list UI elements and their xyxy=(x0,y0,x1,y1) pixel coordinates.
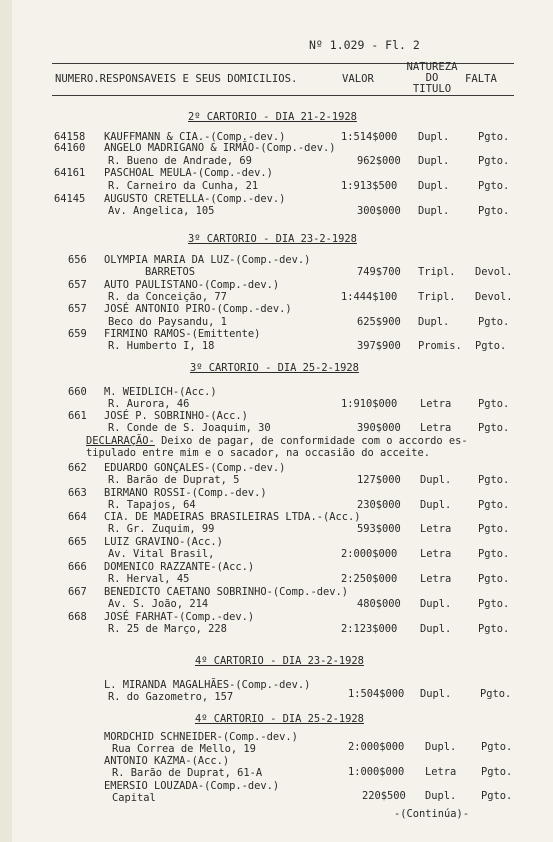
entry-value: 1:910$000 xyxy=(341,398,398,410)
entry-number: 657 xyxy=(68,279,87,291)
entry-title-nature: Dupl. xyxy=(420,688,452,700)
entry-status: Pgto. xyxy=(475,340,507,352)
entry-title-nature: Dupl. xyxy=(420,623,452,635)
entry-name: JOSÉ ANTONIO PIRO-(Comp.-dev.) xyxy=(104,303,292,315)
entry-title-nature: Dupl. xyxy=(420,598,452,610)
header-natureza: NATUREZA DO TITULO xyxy=(406,61,458,95)
entry-title-nature: Letra xyxy=(420,398,452,410)
entry-value: 397$900 xyxy=(357,340,401,352)
entry-title-nature: Tripl. xyxy=(418,291,456,303)
header-numero: NUMERO.RESPONSAVEIS E SEUS DOMICILIOS. xyxy=(55,73,298,85)
section-title: 2º CARTORIO - DIA 21-2-1928 xyxy=(188,111,357,123)
entry-name: LUIZ GRAVINO-(Acc.) xyxy=(104,536,223,548)
entry-name: M. WEIDLICH-(Acc.) xyxy=(104,386,217,398)
section-title: 3º CARTORIO - DIA 25-2-1928 xyxy=(190,362,359,374)
entry-status: Pgto. xyxy=(481,790,513,802)
entry-number: 664 xyxy=(68,511,87,523)
entry-value: 230$000 xyxy=(357,499,401,511)
entry-status: Pgto. xyxy=(478,422,510,434)
entry-status: Pgto. xyxy=(478,155,510,167)
entry-value: 1:000$000 xyxy=(348,766,405,778)
section-title: 4º CARTORIO - DIA 25-2-1928 xyxy=(195,713,364,725)
entry-title-nature: Letra xyxy=(420,573,452,585)
entry-address: R. Tapajos, 64 xyxy=(108,499,196,511)
entry-name: OLYMPIA MARIA DA LUZ-(Comp.-dev.) xyxy=(104,254,311,266)
entry-status: Pgto. xyxy=(478,499,510,511)
entry-number: 657 xyxy=(68,303,87,315)
entry-name: BENEDICTO CAETANO SOBRINHO-(Comp.-dev.) xyxy=(104,586,348,598)
entry-address: R. Humberto I, 18 xyxy=(108,340,215,352)
entry-number: 64160 xyxy=(54,142,86,154)
entry-name: PASCHOAL MEULA-(Comp.-dev.) xyxy=(104,167,273,179)
entry-address: Av. Angelica, 105 xyxy=(108,205,215,217)
entry-name: KAUFFMANN & CIA.-(Comp.-dev.) xyxy=(104,131,286,143)
entry-status: Pgto. xyxy=(478,573,510,585)
entry-address: R. da Conceição, 77 xyxy=(108,291,227,303)
entry-status: Devol. xyxy=(475,266,513,278)
entry-number: 666 xyxy=(68,561,87,573)
entry-title-nature: Dupl. xyxy=(418,180,450,192)
entry-address: R. Gr. Zuquim, 99 xyxy=(108,523,215,535)
entry-address: R. Barão de Duprat, 61-A xyxy=(112,767,263,779)
entry-address: R. Bueno de Andrade, 69 xyxy=(108,155,252,167)
left-edge xyxy=(0,0,12,842)
entry-status: Pgto. xyxy=(481,766,513,778)
entry-address: R. Barão de Duprat, 5 xyxy=(108,474,240,486)
entry-address: Beco do Paysandu, 1 xyxy=(108,316,227,328)
entry-value: 300$000 xyxy=(357,205,401,217)
entry-value: 1:514$000 xyxy=(341,131,398,143)
entry-title-nature: Tripl. xyxy=(418,266,456,278)
entry-value: 749$700 xyxy=(357,266,401,278)
entry-name: ANGELO MADRIGANO & IRMÃO-(Comp.-dev.) xyxy=(104,142,336,154)
entry-value: 390$000 xyxy=(357,422,401,434)
entry-title-nature: Dupl. xyxy=(425,741,457,753)
entry-status: Pgto. xyxy=(478,205,510,217)
entry-number: 659 xyxy=(68,328,87,340)
entry-address: R. Herval, 45 xyxy=(108,573,190,585)
entry-number: 660 xyxy=(68,386,87,398)
entry-value: 962$000 xyxy=(357,155,401,167)
entry-status: Pgto. xyxy=(478,398,510,410)
entry-title-nature: Letra xyxy=(420,422,452,434)
entry-value: 127$000 xyxy=(357,474,401,486)
entry-name: AUGUSTO CRETELLA-(Comp.-dev.) xyxy=(104,193,286,205)
entry-status: Pgto. xyxy=(478,316,510,328)
entry-title-nature: Dupl. xyxy=(418,155,450,167)
header-valor: VALOR xyxy=(342,73,374,85)
entry-value: 2:123$000 xyxy=(341,623,398,635)
entry-status: Pgto. xyxy=(478,548,510,560)
entry-address: Av. Vital Brasil, xyxy=(108,548,215,560)
entry-number: 665 xyxy=(68,536,87,548)
section-title: 4º CARTORIO - DIA 23-2-1928 xyxy=(195,655,364,667)
entry-name: FIRMINO RAMOS-(Emittente) xyxy=(104,328,261,340)
entry-name: EMERSIO LOUZADA-(Comp.-dev.) xyxy=(104,780,280,792)
entry-status: Pgto. xyxy=(478,131,510,143)
entry-address: R. do Gazometro, 157 xyxy=(108,691,234,703)
entry-number: 662 xyxy=(68,462,87,474)
entry-title-nature: Letra xyxy=(420,523,452,535)
entry-value: 220$500 xyxy=(362,790,406,802)
entry-status: Pgto. xyxy=(478,598,510,610)
entry-name: EDUARDO GONÇALES-(Comp.-dev.) xyxy=(104,462,286,474)
entry-value: 2:000$000 xyxy=(348,741,405,753)
header-falta: FALTA xyxy=(465,73,497,85)
entry-number: 64145 xyxy=(54,193,86,205)
declaration-line-1: DECLARAÇÃO- Deixo de pagar, de conformidade com o accordo es- xyxy=(86,435,468,447)
entry-title-nature: Letra xyxy=(425,766,457,778)
entry-title-nature: Dupl. xyxy=(418,131,450,143)
entry-name: AUTO PAULISTANO-(Comp.-dev.) xyxy=(104,279,280,291)
entry-name: L. MIRANDA MAGALHÃES-(Comp.-dev.) xyxy=(104,679,311,691)
entry-title-nature: Dupl. xyxy=(418,205,450,217)
entry-address: Rua Correa de Mello, 19 xyxy=(112,743,256,755)
entry-title-nature: Letra xyxy=(420,548,452,560)
entry-number: 667 xyxy=(68,586,87,598)
entry-title-nature: Dupl. xyxy=(425,790,457,802)
entry-address: Av. S. João, 214 xyxy=(108,598,209,610)
entry-name: BIRMANO ROSSI-(Comp.-dev.) xyxy=(104,487,267,499)
entry-name: CIA. DE MADEIRAS BRASILEIRAS LTDA.-(Acc.) xyxy=(104,511,361,523)
entry-title-nature: Promis. xyxy=(418,340,462,352)
entry-status: Pgto. xyxy=(478,180,510,192)
entry-name: ANTONIO KAZMA-(Acc.) xyxy=(104,755,230,767)
entry-status: Pgto. xyxy=(478,523,510,535)
header-rule-bottom xyxy=(52,95,514,96)
entry-value: 625$900 xyxy=(357,316,401,328)
entry-value: 1:504$000 xyxy=(348,688,405,700)
entry-title-nature: Dupl. xyxy=(420,474,452,486)
entry-address: BARRETOS xyxy=(145,266,196,278)
entry-address: R. Carneiro da Cunha, 21 xyxy=(108,180,259,192)
entry-number: 663 xyxy=(68,487,87,499)
entry-number: 668 xyxy=(68,611,87,623)
declaration-line-2: tipulado entre mim e o sacador, na occasião do acceite. xyxy=(86,447,431,459)
entry-status: Pgto. xyxy=(481,741,513,753)
entry-name: DOMENICO RAZZANTE-(Acc.) xyxy=(104,561,255,573)
entry-name: JOSÉ P. SOBRINHO-(Acc.) xyxy=(104,410,248,422)
entry-title-nature: Dupl. xyxy=(420,499,452,511)
entry-status: Pgto. xyxy=(480,688,512,700)
entry-number: 661 xyxy=(68,410,87,422)
entry-value: 1:444$100 xyxy=(341,291,398,303)
entry-number: 656 xyxy=(68,254,87,266)
continua-note: -(Continúa)- xyxy=(394,808,470,820)
entry-title-nature: Dupl. xyxy=(418,316,450,328)
entry-status: Pgto. xyxy=(478,474,510,486)
entry-number: 64158 xyxy=(54,131,86,143)
section-title: 3º CARTORIO - DIA 23-2-1928 xyxy=(188,233,357,245)
entry-status: Devol. xyxy=(475,291,513,303)
entry-name: JOSÉ FARHAT-(Comp.-dev.) xyxy=(104,611,255,623)
entry-value: 1:913$500 xyxy=(341,180,398,192)
entry-address: R. 25 de Março, 228 xyxy=(108,623,227,635)
entry-value: 480$000 xyxy=(357,598,401,610)
entry-address: R. Aurora, 46 xyxy=(108,398,190,410)
entry-value: 2:000$000 xyxy=(341,548,398,560)
entry-value: 2:250$000 xyxy=(341,573,398,585)
entry-name: MORDCHID SCHNEIDER-(Comp.-dev.) xyxy=(104,731,298,743)
entry-address: R. Conde de S. Joaquim, 30 xyxy=(108,422,271,434)
entry-status: Pgto. xyxy=(478,623,510,635)
entry-value: 593$000 xyxy=(357,523,401,535)
page-number: Nº 1.029 - Fl. 2 xyxy=(309,38,420,52)
entry-number: 64161 xyxy=(54,167,86,179)
entry-address: Capital xyxy=(112,792,156,804)
